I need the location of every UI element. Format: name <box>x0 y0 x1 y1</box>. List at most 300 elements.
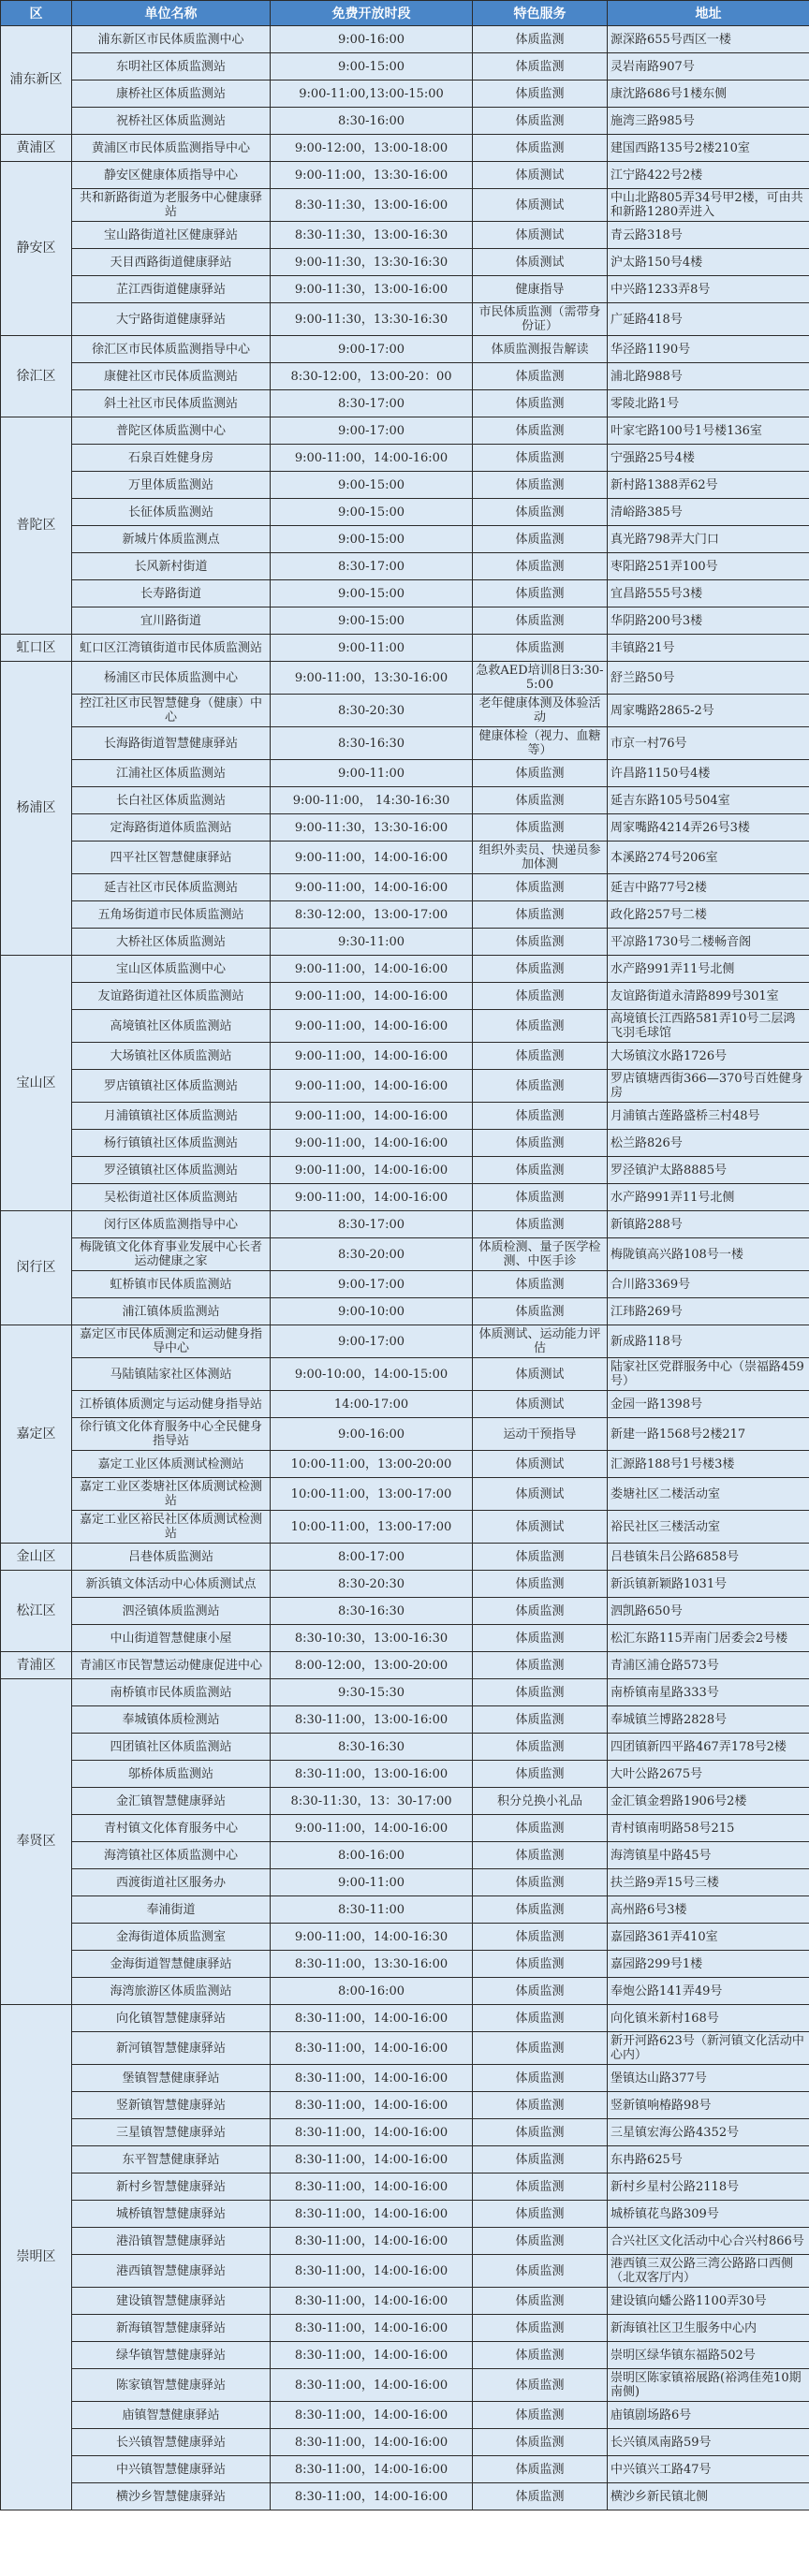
open-hours-cell: 10:00-11:00，13:00-17:00 <box>271 1478 473 1511</box>
table-row <box>1 1130 809 1157</box>
unit-name-cell: 延吉社区市民体质监测站 <box>72 874 271 901</box>
address-cell: 罗泾镇沪太路8885号 <box>608 1157 809 1184</box>
unit-name-cell: 长兴镇智慧健康驿站 <box>72 2429 271 2456</box>
open-hours-cell: 8:30-11:00，13:30-16:00 <box>271 1951 473 1978</box>
address-cell: 本溪路274号206室 <box>608 842 809 874</box>
unit-name-cell: 竖新镇智慧健康驿站 <box>72 2092 271 2119</box>
address-cell: 浦北路988号 <box>608 363 809 390</box>
open-hours-cell: 9:00-11:00， 14:30-16:30 <box>271 787 473 814</box>
address-cell: 华阴路200号3楼 <box>608 607 809 635</box>
unit-name-cell: 绿华镇智慧健康驿站 <box>72 2342 271 2369</box>
unit-name-cell: 江桥镇体质测定与运动健身指导站 <box>72 1391 271 1418</box>
address-cell: 大叶公路2675号 <box>608 1761 809 1788</box>
open-hours-cell: 9:00-15:00 <box>271 526 473 553</box>
open-hours-cell: 8:30-17:00 <box>271 553 473 580</box>
open-hours-cell: 8:30-12:00，13:00-20：00 <box>271 363 473 390</box>
service-cell: 体质测试 <box>473 249 608 276</box>
open-hours-cell: 9:00-17:00 <box>271 1271 473 1298</box>
table-row <box>1 1451 809 1478</box>
service-cell: 体质测试 <box>473 1451 608 1478</box>
unit-name-cell: 新城片体质监测点 <box>72 526 271 553</box>
open-hours-cell: 9:00-12:00，13:00-18:00 <box>271 135 473 162</box>
address-cell: 金园一路1398号 <box>608 1391 809 1418</box>
table-row <box>1 162 809 189</box>
table-row <box>1 2005 809 2032</box>
unit-name-cell: 宝山区体质监测中心 <box>72 956 271 983</box>
service-cell: 体质监测 <box>473 1070 608 1103</box>
table-row <box>1 526 809 553</box>
open-hours-cell: 8:30-11:00，14:00-16:00 <box>271 2255 473 2288</box>
open-hours-cell: 9:00-17:00 <box>271 417 473 445</box>
address-cell: 新开河路623号（新河镇文化活动中心内） <box>608 2032 809 2065</box>
open-hours-cell: 8:30-11:00，14:00-16:00 <box>271 2228 473 2255</box>
service-cell: 体质监测 <box>473 1924 608 1951</box>
district-cell: 徐汇区 <box>1 336 72 417</box>
open-hours-cell: 8:30-16:30 <box>271 1598 473 1625</box>
open-hours-cell: 8:30-16:30 <box>271 1734 473 1761</box>
address-cell: 新村路1388弄62号 <box>608 472 809 499</box>
open-hours-cell: 10:00-11:00，13:00-17:00 <box>271 1511 473 1544</box>
address-cell: 江宁路422号2楼 <box>608 162 809 189</box>
unit-name-cell: 金海街道体质监测室 <box>72 1924 271 1951</box>
open-hours-cell: 8:30-16:00 <box>271 108 473 135</box>
table-row <box>1 635 809 662</box>
address-cell: 陆家社区党群服务中心（崇福路459号） <box>608 1358 809 1391</box>
unit-name-cell: 康健社区市民体质监测站 <box>72 363 271 390</box>
table-row <box>1 1157 809 1184</box>
unit-name-cell: 泗泾镇体质监测站 <box>72 1598 271 1625</box>
service-cell: 体质监测 <box>473 2402 608 2429</box>
service-cell: 体质监测 <box>473 390 608 417</box>
service-cell: 体质监测 <box>473 2228 608 2255</box>
unit-name-cell: 天目西路街道健康驿站 <box>72 249 271 276</box>
open-hours-cell: 8:30-11:00，14:00-16:00 <box>271 2288 473 2315</box>
open-hours-cell: 8:00-17:00 <box>271 1544 473 1571</box>
district-cell: 黄浦区 <box>1 135 72 162</box>
address-cell: 舒兰路50号 <box>608 662 809 695</box>
service-cell: 体质监测 <box>473 472 608 499</box>
table-row <box>1 1544 809 1571</box>
service-cell: 体质监测 <box>473 1815 608 1842</box>
address-cell: 城桥镇花鸟路309号 <box>608 2201 809 2228</box>
address-cell: 中兴镇兴工路47号 <box>608 2456 809 2483</box>
open-hours-cell: 9:00-11:00，13:30-16:00 <box>271 662 473 695</box>
open-hours-cell: 9:00-11:00，14:00-16:00 <box>271 1184 473 1211</box>
address-cell: 延吉东路105号504室 <box>608 787 809 814</box>
service-cell: 体质监测 <box>473 2092 608 2119</box>
service-cell: 组织外卖员、快递员参加体测 <box>473 842 608 874</box>
service-cell: 体质监测 <box>473 1625 608 1652</box>
unit-name-cell: 虹桥镇市民体质监测站 <box>72 1271 271 1298</box>
address-cell: 高州路6号3楼 <box>608 1896 809 1924</box>
address-cell: 梅陇镇高兴路108号一楼 <box>608 1238 809 1271</box>
address-cell: 建国西路135号2楼210室 <box>608 135 809 162</box>
open-hours-cell: 8:00-16:00 <box>271 1978 473 2005</box>
address-cell: 施湾三路985号 <box>608 108 809 135</box>
unit-name-cell: 中兴镇智慧健康驿站 <box>72 2456 271 2483</box>
address-cell: 嘉园路299号1楼 <box>608 1951 809 1978</box>
unit-name-cell: 马陆镇陆家社区体测站 <box>72 1358 271 1391</box>
table-row <box>1 607 809 635</box>
service-cell: 体质监测 <box>473 2342 608 2369</box>
unit-name-cell: 五角场街道市民体质监测站 <box>72 901 271 929</box>
table-row <box>1 1679 809 1706</box>
unit-name-cell: 新海镇智慧健康驿站 <box>72 2315 271 2342</box>
address-cell: 延吉中路77号2楼 <box>608 874 809 901</box>
unit-name-cell: 祝桥社区体质监测站 <box>72 108 271 135</box>
service-cell: 体质监测 <box>473 1184 608 1211</box>
table-row <box>1 2456 809 2483</box>
address-cell: 华泾路1190号 <box>608 336 809 363</box>
unit-name-cell: 浦江镇体质监测站 <box>72 1298 271 1325</box>
service-cell: 体质监测 <box>473 108 608 135</box>
address-cell: 大场镇汶水路1726号 <box>608 1043 809 1070</box>
service-cell: 体质测试 <box>473 1391 608 1418</box>
unit-name-cell: 吕巷体质监测站 <box>72 1544 271 1571</box>
table-row <box>1 336 809 363</box>
open-hours-cell: 8:30-10:30，13:00-16:30 <box>271 1625 473 1652</box>
table-row <box>1 2228 809 2255</box>
address-cell: 裕民社区三楼活动室 <box>608 1511 809 1544</box>
address-cell: 港西镇三双公路三湾公路路口西侧（北双客厅内） <box>608 2255 809 2288</box>
address-cell: 崇明区绿华镇东福路502号 <box>608 2342 809 2369</box>
service-cell: 健康指导 <box>473 276 608 303</box>
open-hours-cell: 8:30-20:00 <box>271 1238 473 1271</box>
service-cell: 体质监测 <box>473 929 608 956</box>
open-hours-cell: 9:00-11:30，13:30-16:30 <box>271 303 473 336</box>
table-row <box>1 1598 809 1625</box>
unit-name-cell: 青浦区市民智慧运动健康促进中心 <box>72 1652 271 1679</box>
service-cell: 体质检测、量子医学检测、中医手诊 <box>473 1238 608 1271</box>
table-row <box>1 26 809 53</box>
service-cell: 体质监测 <box>473 2429 608 2456</box>
service-cell: 健康体检（视力、血糖等） <box>473 727 608 760</box>
service-cell: 体质测试 <box>473 1511 608 1544</box>
address-cell: 罗店镇塘西街366—370号百姓健身房 <box>608 1070 809 1103</box>
service-cell: 体质监测 <box>473 2483 608 2510</box>
unit-name-cell: 长寿路街道 <box>72 580 271 607</box>
address-cell: 娄塘社区二楼活动室 <box>608 1478 809 1511</box>
unit-name-cell: 海湾镇社区体质监测中心 <box>72 1842 271 1869</box>
table-row <box>1 1184 809 1211</box>
service-cell: 体质监测 <box>473 760 608 787</box>
service-cell: 体质测试、运动能力评估 <box>473 1325 608 1358</box>
open-hours-cell: 8:30-11:00 <box>271 1896 473 1924</box>
district-cell: 嘉定区 <box>1 1325 72 1544</box>
unit-name-cell: 万里体质监测站 <box>72 472 271 499</box>
open-hours-cell: 9:00-17:00 <box>271 1325 473 1358</box>
service-cell: 体质监测 <box>473 1103 608 1130</box>
address-cell: 宁强路25号4楼 <box>608 445 809 472</box>
header-address: 地址 <box>608 1 809 26</box>
district-cell: 崇明区 <box>1 2005 72 2510</box>
service-cell: 体质测试 <box>473 222 608 249</box>
address-cell: 水产路991弄11号北侧 <box>608 1184 809 1211</box>
unit-name-cell: 石泉百姓健身房 <box>72 445 271 472</box>
unit-name-cell: 控江社区市民智慧健身（健康）中心 <box>72 695 271 727</box>
unit-name-cell: 杨行镇镇社区体质监测站 <box>72 1130 271 1157</box>
table-row <box>1 1842 809 1869</box>
open-hours-cell: 9:00-11:00，14:00-16:00 <box>271 874 473 901</box>
open-hours-cell: 8:30-11:00，14:00-16:00 <box>271 2456 473 2483</box>
open-hours-cell: 8:30-11:00，14:00-16:00 <box>271 2174 473 2201</box>
address-cell: 东冉路625号 <box>608 2146 809 2174</box>
unit-name-cell: 长征体质监测站 <box>72 499 271 526</box>
open-hours-cell: 8:00-12:00，13:00-20:00 <box>271 1652 473 1679</box>
table-row <box>1 956 809 983</box>
open-hours-cell: 9:00-11:00 <box>271 760 473 787</box>
service-cell: 体质监测 <box>473 1978 608 2005</box>
open-hours-cell: 9:00-15:00 <box>271 580 473 607</box>
unit-name-cell: 长海路街道智慧健康驿站 <box>72 727 271 760</box>
service-cell: 体质监测 <box>473 1544 608 1571</box>
header-row <box>1 1 809 26</box>
open-hours-cell: 9:00-10:00 <box>271 1298 473 1325</box>
unit-name-cell: 梅陇镇文化体育事业发展中心长者运动健康之家 <box>72 1238 271 1271</box>
service-cell: 体质监测 <box>473 1734 608 1761</box>
address-cell: 奉炮公路141弄49号 <box>608 1978 809 2005</box>
table-row <box>1 417 809 445</box>
open-hours-cell: 9:00-11:00，14:00-16:00 <box>271 1010 473 1043</box>
service-cell: 体质监测 <box>473 983 608 1010</box>
service-cell: 体质监测 <box>473 1706 608 1734</box>
address-cell: 松兰路826号 <box>608 1130 809 1157</box>
service-cell: 体质监测 <box>473 874 608 901</box>
open-hours-cell: 9:00-15:00 <box>271 607 473 635</box>
unit-name-cell: 嘉定工业区裕民社区体质测试检测站 <box>72 1511 271 1544</box>
open-hours-cell: 9:00-11:00，14:00-16:00 <box>271 1157 473 1184</box>
table-row <box>1 983 809 1010</box>
open-hours-cell: 8:30-11:00，14:00-16:00 <box>271 2342 473 2369</box>
open-hours-cell: 8:30-11:00，14:00-16:00 <box>271 2483 473 2510</box>
open-hours-cell: 8:30-11:00，14:00-16:00 <box>271 2429 473 2456</box>
unit-name-cell: 黄浦区市民体质监测指导中心 <box>72 135 271 162</box>
address-cell: 汇源路188号1号楼3楼 <box>608 1451 809 1478</box>
service-cell: 体质监测 <box>473 2315 608 2342</box>
unit-name-cell: 大场镇社区体质监测站 <box>72 1043 271 1070</box>
service-cell: 体质监测 <box>473 1761 608 1788</box>
open-hours-cell: 9:00-15:00 <box>271 499 473 526</box>
address-cell: 宜昌路555号3楼 <box>608 580 809 607</box>
address-cell: 长兴镇凤南路59号 <box>608 2429 809 2456</box>
service-cell: 体质监测 <box>473 2032 608 2065</box>
address-cell: 清峪路385号 <box>608 499 809 526</box>
table-body <box>1 26 809 2510</box>
table-row <box>1 2146 809 2174</box>
open-hours-cell: 9:00-11:00，14:00-16:00 <box>271 956 473 983</box>
service-cell: 体质监测 <box>473 2255 608 2288</box>
unit-name-cell: 港沿镇智慧健康驿站 <box>72 2228 271 2255</box>
service-cell: 体质监测 <box>473 135 608 162</box>
table-row <box>1 2342 809 2369</box>
unit-name-cell: 共和新路街道为老服务中心健康驿站 <box>72 189 271 222</box>
open-hours-cell: 8:30-16:30 <box>271 727 473 760</box>
unit-name-cell: 新村乡智慧健康驿站 <box>72 2174 271 2201</box>
table-row <box>1 1043 809 1070</box>
address-cell: 合川路3369号 <box>608 1271 809 1298</box>
unit-name-cell: 嘉定区市民体质测定和运动健身指导中心 <box>72 1325 271 1358</box>
open-hours-cell: 8:30-11:00，14:00-16:00 <box>271 2402 473 2429</box>
address-cell: 康沈路686号1楼东侧 <box>608 80 809 108</box>
address-cell: 枣阳路251弄100号 <box>608 553 809 580</box>
address-cell: 青云路318号 <box>608 222 809 249</box>
address-cell: 泗凯路650号 <box>608 1598 809 1625</box>
service-cell: 体质监测 <box>473 363 608 390</box>
table-row <box>1 2402 809 2429</box>
address-cell: 叶家宅路100号1号楼136室 <box>608 417 809 445</box>
unit-name-cell: 四团镇社区体质监测站 <box>72 1734 271 1761</box>
unit-name-cell: 西渡街道社区服务办 <box>72 1869 271 1896</box>
table-row <box>1 1238 809 1271</box>
service-cell: 体质测试 <box>473 189 608 222</box>
district-cell: 金山区 <box>1 1544 72 1571</box>
unit-name-cell: 虹口区江湾镇街道市民体质监测站 <box>72 635 271 662</box>
table-row <box>1 1298 809 1325</box>
service-cell: 体质监测 <box>473 787 608 814</box>
service-cell: 体质监测 <box>473 80 608 108</box>
table-row <box>1 842 809 874</box>
address-cell: 奉城镇兰博路2828号 <box>608 1706 809 1734</box>
unit-name-cell: 康桥社区体质监测站 <box>72 80 271 108</box>
address-cell: 竖新镇响椿路98号 <box>608 2092 809 2119</box>
address-cell: 月浦镇古莲路盛桥三村48号 <box>608 1103 809 1130</box>
unit-name-cell: 江浦社区体质监测站 <box>72 760 271 787</box>
table-row <box>1 135 809 162</box>
address-cell: 青浦区浦仓路573号 <box>608 1652 809 1679</box>
unit-name-cell: 徐汇区市民体质监测指导中心 <box>72 336 271 363</box>
service-cell: 体质监测 <box>473 2456 608 2483</box>
unit-name-cell: 高境镇社区体质监测站 <box>72 1010 271 1043</box>
service-cell: 体质监测 <box>473 1157 608 1184</box>
open-hours-cell: 9:00-11:00，14:00-16:00 <box>271 1815 473 1842</box>
service-cell: 体质监测 <box>473 1571 608 1598</box>
open-hours-cell: 8:30-11:00，14:00-16:00 <box>271 2065 473 2092</box>
service-cell: 体质监测 <box>473 2005 608 2032</box>
district-cell: 青浦区 <box>1 1652 72 1679</box>
district-cell: 静安区 <box>1 162 72 336</box>
table-row <box>1 1978 809 2005</box>
open-hours-cell: 10:00-11:00，13:00-20:00 <box>271 1451 473 1478</box>
unit-name-cell: 普陀区体质监测中心 <box>72 417 271 445</box>
open-hours-cell: 8:30-11:00，14:00-16:00 <box>271 2201 473 2228</box>
address-cell: 崇明区陈家镇裕展路(裕鸿佳苑10期南侧) <box>608 2369 809 2402</box>
service-cell: 体质监测 <box>473 956 608 983</box>
service-cell: 体质监测 <box>473 814 608 842</box>
address-cell: 平凉路1730号二楼畅音阁 <box>608 929 809 956</box>
address-cell: 三星镇宏海公路4352号 <box>608 2119 809 2146</box>
service-cell: 体质监测 <box>473 1842 608 1869</box>
open-hours-cell: 8:00-16:00 <box>271 1842 473 1869</box>
service-cell: 市民体质监测（需带身份证） <box>473 303 608 336</box>
table-row <box>1 2174 809 2201</box>
open-hours-cell: 9:00-11:00 <box>271 1869 473 1896</box>
open-hours-cell: 14:00-17:00 <box>271 1391 473 1418</box>
open-hours-cell: 9:30-15:30 <box>271 1679 473 1706</box>
unit-name-cell: 邬桥体质监测站 <box>72 1761 271 1788</box>
unit-name-cell: 金汇镇智慧健康驿站 <box>72 1788 271 1815</box>
open-hours-cell: 9:00-16:00 <box>271 26 473 53</box>
open-hours-cell: 9:00-11:30，13:00-16:00 <box>271 276 473 303</box>
service-cell: 体质监测 <box>473 1896 608 1924</box>
table-row <box>1 1271 809 1298</box>
table-row <box>1 1896 809 1924</box>
open-hours-cell: 9:00-11:00，14:00-16:00 <box>271 1103 473 1130</box>
table-row <box>1 303 809 336</box>
address-cell: 横沙乡新民镇北侧 <box>608 2483 809 2510</box>
service-cell: 体质监测 <box>473 2288 608 2315</box>
service-cell: 体质监测 <box>473 607 608 635</box>
unit-name-cell: 陈家镇智慧健康驿站 <box>72 2369 271 2402</box>
address-cell: 向化镇米新村168号 <box>608 2005 809 2032</box>
service-cell: 体质监测 <box>473 526 608 553</box>
address-cell: 中山北路805弄34号甲2楼，可由共和新路1280弄进入 <box>608 189 809 222</box>
service-cell: 体质监测 <box>473 1652 608 1679</box>
open-hours-cell: 8:30-11:00，14:00-16:00 <box>271 2032 473 2065</box>
unit-name-cell: 四平社区智慧健康驿站 <box>72 842 271 874</box>
table-row <box>1 901 809 929</box>
address-cell: 灵岩南路907号 <box>608 53 809 80</box>
open-hours-cell: 9:00-11:00，14:00-16:00 <box>271 445 473 472</box>
address-cell: 青村镇南明路58号215 <box>608 1815 809 1842</box>
unit-name-cell: 大宁路街道健康驿站 <box>72 303 271 336</box>
unit-name-cell: 嘉定工业区娄塘社区体质测试检测站 <box>72 1478 271 1511</box>
unit-name-cell: 长风新村街道 <box>72 553 271 580</box>
service-cell: 积分兑换小礼品 <box>473 1788 608 1815</box>
service-cell: 体质监测 <box>473 417 608 445</box>
unit-name-cell: 新河镇智慧健康驿站 <box>72 2032 271 2065</box>
table-row <box>1 80 809 108</box>
unit-name-cell: 长白社区体质监测站 <box>72 787 271 814</box>
table-row <box>1 1706 809 1734</box>
open-hours-cell: 9:00-11:00，14:00-16:00 <box>271 1070 473 1103</box>
service-cell: 体质监测 <box>473 1951 608 1978</box>
table-row <box>1 874 809 901</box>
address-cell: 丰镇路21号 <box>608 635 809 662</box>
address-cell: 金汇镇金碧路1906号2楼 <box>608 1788 809 1815</box>
open-hours-cell: 9:00-11:00，14:00-16:00 <box>271 842 473 874</box>
district-cell: 松江区 <box>1 1571 72 1652</box>
district-cell: 闵行区 <box>1 1211 72 1325</box>
service-cell: 体质监测 <box>473 1043 608 1070</box>
unit-name-cell: 青村镇文化体育服务中心 <box>72 1815 271 1842</box>
service-cell: 体质测试 <box>473 162 608 189</box>
table-row <box>1 727 809 760</box>
open-hours-cell: 9:00-11:00,13:00-15:00 <box>271 80 473 108</box>
address-cell: 周家嘴路2865-2号 <box>608 695 809 727</box>
open-hours-cell: 8:30-20:30 <box>271 695 473 727</box>
open-hours-cell: 9:00-11:30，13:30-16:30 <box>271 249 473 276</box>
table-row <box>1 2315 809 2342</box>
open-hours-cell: 8:30-11:00，14:00-16:00 <box>271 2092 473 2119</box>
address-cell: 庙镇剧场路6号 <box>608 2402 809 2429</box>
table-row <box>1 1391 809 1418</box>
open-hours-cell: 9:00-11:00，14:00-16:00 <box>271 983 473 1010</box>
table-row <box>1 1325 809 1358</box>
table-row <box>1 1070 809 1103</box>
table-row <box>1 1625 809 1652</box>
service-cell: 体质监测 <box>473 580 608 607</box>
table-row <box>1 1761 809 1788</box>
address-cell: 高境镇长江西路581弄10号二层鸿飞羽毛球馆 <box>608 1010 809 1043</box>
table-row <box>1 1511 809 1544</box>
unit-name-cell: 宜川路街道 <box>72 607 271 635</box>
table-row <box>1 445 809 472</box>
address-cell: 新浜镇新颖路1031号 <box>608 1571 809 1598</box>
table-row <box>1 2092 809 2119</box>
table-row <box>1 1815 809 1842</box>
unit-name-cell: 庙镇智慧健康驿站 <box>72 2402 271 2429</box>
service-cell: 体质监测 <box>473 2201 608 2228</box>
